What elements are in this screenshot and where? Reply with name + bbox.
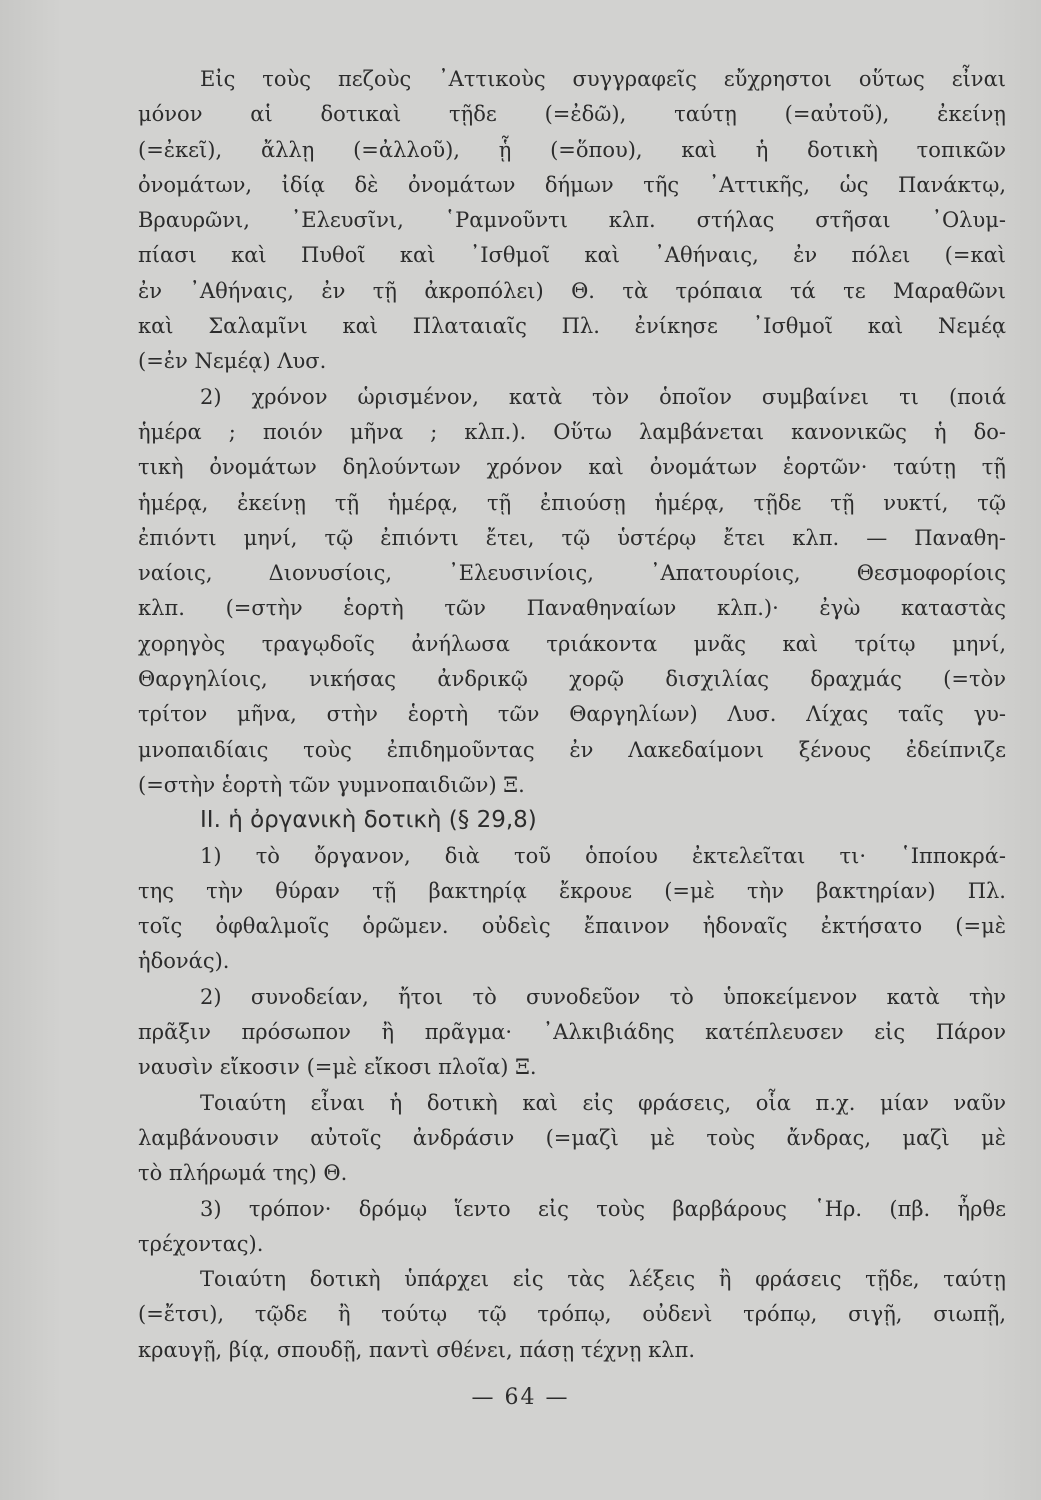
text-line: λαμβάνουσιν αὐτοῖς ἀνδράσιν (=μαζὶ μὲ τοὺς ἄνδρας, μαζὶ μὲ: [138, 1125, 1006, 1150]
text-line: 3) τρόπον· δρόμῳ ἵεντο εἰς τοὺς βαρβάρους ῾Ηρ. (πβ. ἦρθε: [200, 1196, 1006, 1221]
text-line: ἡμέρᾳ, ἐκείνῃ τῇ ἡμέρᾳ, τῇ ἐπιούσῃ ἡμέρᾳ, τῇδε τῇ νυκτί, τῷ: [138, 490, 1006, 515]
text-line: (=στὴν ἑορτὴ τῶν γυμνοπαιδιῶν) Ξ.: [138, 772, 525, 797]
text-line: πίασι καὶ Πυθοῖ καὶ ᾿Ισθμοῖ καὶ ᾿Αθήναις, ἐν πόλει (=καὶ: [138, 243, 1006, 268]
text-line: ἐν ᾿Αθήναις, ἐν τῇ ἀκροπόλει) Θ. τὰ τρόπαια τά τε Μαραθῶνι: [138, 278, 1006, 303]
text-line: 2) συνοδείαν, ἤτοι τὸ συνοδεῦον τὸ ὑποκείμενον κατὰ τὴν: [200, 984, 1006, 1009]
text-line: τὸ πλήρωμά της) Θ.: [138, 1161, 348, 1186]
text-line: (=ἐκεῖ), ἄλλῃ (=ἀλλοῦ), ᾗ (=ὅπου), καὶ ἡ δοτικὴ τοπικῶν: [138, 137, 1006, 162]
page-body-text: [138, 62, 1006, 1368]
text-line: χορηγὸς τραγῳδοῖς ἀνήλωσα τριάκοντα μνᾶς καὶ τρίτῳ μηνί,: [138, 631, 1006, 656]
text-line: της τὴν θύραν τῇ βακτηρίᾳ ἔκρουε (=μὲ τὴν βακτηρίαν) Πλ.: [138, 878, 1006, 903]
text-line: Βραυρῶνι, ᾿Ελευσῖνι, ῾Ραμνοῦντι κλπ. στήλας στῆσαι ᾿Ολυμ-: [138, 208, 1006, 233]
text-line: τρέχοντας).: [138, 1231, 264, 1256]
text-line: Τοιαύτη δοτικὴ ὑπάρχει εἰς τὰς λέξεις ἢ φράσεις τῇδε, ταύτῃ: [200, 1267, 1006, 1292]
text-line: ὀνομάτων, ἰδίᾳ δὲ ὀνομάτων δήμων τῆς ᾿Αττικῆς, ὡς Πανάκτῳ,: [138, 172, 1006, 197]
text-line: ἡμέρα ; ποιόν μῆνα ; κλπ.). Οὕτω λαμβάνεται κανονικῶς ἡ δο-: [138, 419, 1006, 444]
text-line: 1) τὸ ὄργανον, διὰ τοῦ ὁποίου ἐκτελεῖται τι· ῾Ιπποκρά-: [200, 843, 1006, 868]
text-line: τικὴ ὀνομάτων δηλούντων χρόνον καὶ ὀνομάτων ἑορτῶν· ταύτῃ τῇ: [138, 455, 1006, 480]
text-line: μνοπαιδίαις τοὺς ἐπιδημοῦντας ἐν Λακεδαίμονι ξένους ἐδείπνιζε: [138, 737, 1006, 762]
text-line: ναυσὶν εἴκοσιν (=μὲ εἴκοσι πλοῖα) Ξ.: [138, 1055, 537, 1080]
section-heading: ΙΙ. ἡ ὀργανικὴ δοτικὴ (§ 29,8): [200, 807, 537, 834]
text-line: ναίοις, Διονυσίοις, ᾿Ελευσινίοις, ᾿Απατουρίοις, Θεσμοφορίοις: [138, 561, 1006, 586]
text-line: Εἰς τοὺς πεζοὺς ᾿Αττικοὺς συγγραφεῖς εὔχρηστοι οὕτως εἶναι: [200, 67, 1006, 91]
text-line: ἐπιόντι μηνί, τῷ ἐπιόντι ἔτει, τῷ ὑστέρῳ ἔτει κλπ. — Παναθη-: [138, 525, 1006, 550]
text-line: κραυγῇ, βίᾳ, σπουδῇ, παντὶ σθένει, πάσῃ τέχνῃ κλπ.: [138, 1337, 696, 1362]
text-line: τρίτον μῆνα, στὴν ἑορτὴ τῶν Θαργηλίων) Λυσ. Λίχας ταῖς γυ-: [138, 702, 1006, 727]
text-line: (=ἐν Νεμέᾳ) Λυσ.: [138, 349, 327, 374]
text-line: Θαργηλίοις, νικήσας ἀνδρικῷ χορῷ δισχιλίας δραχμάς (=τὸν: [138, 667, 1006, 692]
text-line: (=ἔτσι), τῷδε ἢ τούτῳ τῷ τρόπῳ, οὐδενὶ τρόπῳ, σιγῇ, σιωπῇ,: [138, 1302, 1006, 1327]
text-line: μόνον αἱ δοτικαὶ τῇδε (=ἐδῶ), ταύτῃ (=αὐτοῦ), ἐκείνῃ: [138, 102, 1006, 127]
text-line: ἡδονάς).: [138, 949, 230, 974]
text-line: κλπ. (=στὴν ἑορτὴ τῶν Παναθηναίων κλπ.)· ἐγὼ καταστὰς: [138, 596, 1006, 621]
text-line: Τοιαύτη εἶναι ἡ δοτικὴ καὶ εἰς φράσεις, οἷα π.χ. μίαν ναῦν: [200, 1090, 1006, 1115]
text-line: 2) χρόνον ὡρισμένον, κατὰ τὸν ὁποῖον συμβαίνει τι (ποιά: [200, 384, 1006, 409]
page-number: — 64 —: [471, 1385, 570, 1410]
text-line: πρᾶξιν πρόσωπον ἢ πρᾶγμα· ᾿Αλκιβιάδης κατέπλευσεν εἰς Πάρον: [138, 1020, 1006, 1045]
text-line: τοῖς ὀφθαλμοῖς ὁρῶμεν. οὐδεὶς ἔπαινον ἡδοναῖς ἐκτήσατο (=μὲ: [138, 914, 1006, 939]
text-line: καὶ Σαλαμῖνι καὶ Πλαταιαῖς Πλ. ἐνίκησε ᾿Ισθμοῖ καὶ Νεμέᾳ: [138, 314, 1006, 339]
